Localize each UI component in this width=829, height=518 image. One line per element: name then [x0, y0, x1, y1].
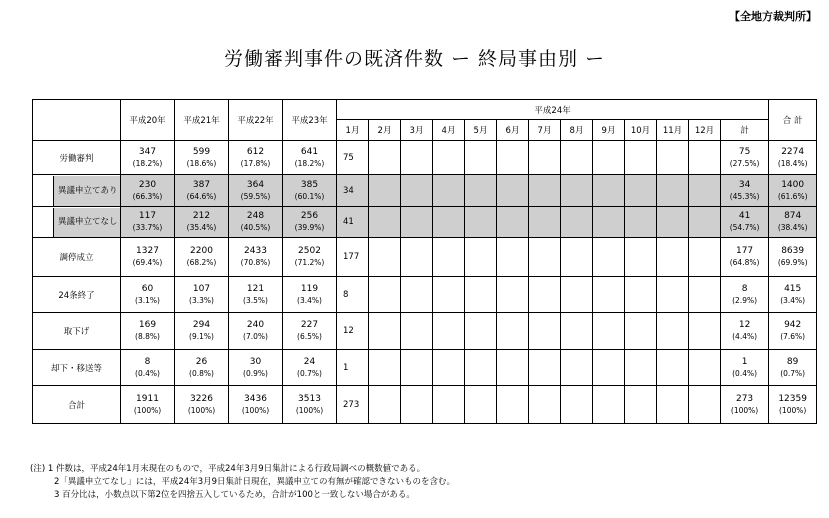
count-value: 1400 — [781, 179, 805, 190]
corner-cell — [33, 100, 121, 141]
percent-value: (60.1%) — [294, 191, 325, 201]
count-value: 2433 — [244, 246, 267, 256]
value-cell — [175, 238, 229, 277]
count-value: 240 — [246, 320, 265, 330]
count-value: 874 — [784, 211, 802, 221]
value-cell — [721, 350, 769, 386]
empty-month-cell — [593, 313, 625, 350]
empty-month-cell — [625, 386, 657, 424]
january-value: 8 — [337, 277, 369, 313]
empty-month-cell — [593, 350, 625, 386]
count-value: 24 — [303, 356, 316, 367]
empty-month-cell — [401, 386, 433, 424]
empty-month-cell — [689, 238, 721, 277]
empty-month-cell — [657, 350, 689, 386]
table-row — [33, 207, 817, 238]
row-label-cell — [33, 207, 121, 238]
percent-value: (0.4%) — [732, 368, 758, 378]
percent-value: (17.8%) — [240, 158, 271, 168]
empty-month-cell — [465, 277, 497, 313]
empty-month-cell — [401, 350, 433, 386]
count-value: 41 — [738, 211, 751, 221]
empty-month-cell — [465, 386, 497, 424]
percent-value: (100%) — [241, 405, 270, 415]
percent-value: (68.2%) — [186, 258, 217, 267]
count-value: 2502 — [298, 246, 321, 256]
header-month: 3月 — [401, 120, 433, 141]
percent-value: (3.4%) — [780, 295, 806, 305]
empty-month-cell — [561, 277, 593, 313]
value-cell — [769, 313, 817, 350]
empty-month-cell — [625, 175, 657, 207]
empty-month-cell — [369, 386, 401, 424]
count-value: 107 — [192, 283, 211, 294]
empty-month-cell — [465, 350, 497, 386]
footnotes — [30, 463, 455, 502]
count-value: 387 — [192, 179, 211, 190]
empty-month-cell — [465, 175, 497, 207]
empty-month-cell — [561, 313, 593, 350]
empty-month-cell — [369, 313, 401, 350]
empty-month-cell — [561, 386, 593, 424]
empty-month-cell — [433, 141, 465, 175]
row-label: 取下げ — [33, 313, 121, 350]
value-cell — [121, 238, 175, 277]
percent-value: (0.7%) — [297, 368, 322, 378]
value-cell — [229, 141, 283, 175]
value-cell — [229, 277, 283, 313]
percent-value: (3.1%) — [135, 295, 160, 305]
empty-month-cell — [625, 350, 657, 386]
value-cell — [175, 277, 229, 313]
empty-month-cell — [401, 277, 433, 313]
count-value: 119 — [300, 283, 319, 294]
count-value: 364 — [246, 179, 265, 190]
page-title: 労働審判事件の既済件数 ー 終局事由別 ー — [223, 48, 606, 70]
empty-month-cell — [561, 350, 593, 386]
empty-month-cell — [657, 141, 689, 175]
empty-month-cell — [529, 175, 561, 207]
percent-value: (71.2%) — [294, 258, 325, 267]
empty-month-cell — [465, 141, 497, 175]
percent-value: (59.5%) — [240, 191, 271, 201]
value-cell — [121, 141, 175, 175]
empty-month-cell — [657, 277, 689, 313]
header-month: 10月 — [625, 120, 657, 141]
january-value: 12 — [337, 313, 369, 350]
empty-month-cell — [369, 175, 401, 207]
count-value: 212 — [192, 211, 211, 221]
header-month: 12月 — [689, 120, 721, 141]
value-cell — [175, 350, 229, 386]
header-year: 平成20年 — [121, 100, 175, 141]
value-cell — [229, 386, 283, 424]
empty-month-cell — [401, 313, 433, 350]
header-month: 9月 — [593, 120, 625, 141]
footnote: 3 百分比は，小数点以下第2位を四捨五入しているため，合計が100と一致しない場合がある。 — [54, 490, 415, 500]
row-label: 労働審判 — [33, 141, 121, 175]
empty-month-cell — [433, 277, 465, 313]
percent-value: (66.3%) — [132, 191, 163, 201]
count-value: 117 — [138, 211, 157, 221]
percent-value: (100%) — [133, 405, 162, 415]
percent-value: (100%) — [187, 405, 216, 415]
value-cell — [175, 313, 229, 350]
percent-value: (18.2%) — [294, 158, 325, 168]
count-value: 8639 — [781, 246, 805, 256]
empty-month-cell — [433, 386, 465, 424]
empty-month-cell — [401, 175, 433, 207]
row-label: 調停成立 — [33, 238, 121, 277]
count-value: 60 — [141, 283, 154, 294]
row-label: 異議申立てあり — [53, 176, 120, 206]
count-value: 8 — [741, 283, 748, 294]
value-cell — [175, 175, 229, 207]
percent-value: (0.8%) — [189, 368, 214, 378]
empty-month-cell — [433, 175, 465, 207]
header-year: 平成22年 — [229, 100, 283, 141]
count-value: 347 — [138, 146, 157, 157]
percent-value: (8.8%) — [135, 332, 160, 341]
value-cell — [283, 350, 337, 386]
row-label: 24条終了 — [33, 277, 121, 313]
table-row — [33, 141, 817, 175]
percent-value: (18.2%) — [132, 158, 163, 168]
header-year: 平成23年 — [283, 100, 337, 141]
empty-month-cell — [529, 207, 561, 238]
percent-value: (7.0%) — [243, 332, 268, 341]
court-label: 【全地方裁判所】 — [729, 10, 817, 23]
empty-month-cell — [689, 313, 721, 350]
empty-month-cell — [625, 141, 657, 175]
percent-value: (3.5%) — [243, 295, 268, 305]
percent-value: (18.6%) — [186, 158, 217, 168]
value-cell — [121, 175, 175, 207]
empty-month-cell — [593, 175, 625, 207]
empty-month-cell — [529, 238, 561, 277]
empty-month-cell — [497, 238, 529, 277]
count-value: 1327 — [136, 246, 159, 256]
value-cell — [283, 175, 337, 207]
table-row — [33, 238, 817, 277]
empty-month-cell — [689, 207, 721, 238]
value-cell — [721, 141, 769, 175]
january-value: 34 — [337, 175, 369, 207]
statistics-table — [32, 99, 817, 424]
count-value: 256 — [300, 211, 319, 221]
empty-month-cell — [593, 277, 625, 313]
empty-month-cell — [657, 238, 689, 277]
count-value: 12 — [738, 320, 751, 330]
empty-month-cell — [529, 313, 561, 350]
percent-value: (40.5%) — [240, 223, 271, 232]
count-value: 30 — [249, 356, 262, 367]
count-value: 385 — [300, 179, 319, 190]
percent-value: (33.7%) — [132, 223, 163, 232]
empty-month-cell — [465, 313, 497, 350]
empty-month-cell — [593, 238, 625, 277]
empty-month-cell — [689, 277, 721, 313]
percent-value: (35.4%) — [186, 223, 217, 232]
empty-month-cell — [561, 238, 593, 277]
percent-value: (7.6%) — [780, 332, 806, 341]
count-value: 294 — [192, 320, 211, 330]
value-cell — [769, 175, 817, 207]
count-value: 3436 — [244, 393, 267, 404]
row-label-cell — [33, 175, 121, 207]
header-month: 5月 — [465, 120, 497, 141]
empty-month-cell — [401, 141, 433, 175]
footnote: (注) 1 件数は，平成24年1月末現在のもので，平成24年3月9日集計による行政局調べの概数値である。 — [30, 464, 426, 474]
empty-month-cell — [401, 238, 433, 277]
header-month: 7月 — [529, 120, 561, 141]
empty-month-cell — [401, 207, 433, 238]
empty-month-cell — [369, 350, 401, 386]
january-value: 1 — [337, 350, 369, 386]
table-row — [33, 313, 817, 350]
percent-value: (0.9%) — [243, 368, 268, 378]
value-cell — [769, 238, 817, 277]
value-cell — [229, 313, 283, 350]
count-value: 248 — [246, 211, 265, 221]
count-value: 34 — [738, 179, 751, 190]
percent-value: (39.9%) — [294, 223, 325, 232]
header-year: 平成21年 — [175, 100, 229, 141]
count-value: 227 — [300, 320, 319, 330]
percent-value: (54.7%) — [729, 223, 760, 232]
value-cell — [721, 175, 769, 207]
count-value: 12359 — [778, 393, 807, 404]
count-value: 89 — [786, 356, 799, 367]
count-value: 177 — [735, 246, 754, 256]
value-cell — [283, 313, 337, 350]
empty-month-cell — [593, 141, 625, 175]
value-cell — [175, 141, 229, 175]
value-cell — [769, 277, 817, 313]
percent-value: (0.7%) — [780, 368, 806, 378]
count-value: 169 — [138, 320, 157, 330]
percent-value: (3.3%) — [189, 295, 214, 305]
percent-value: (2.9%) — [732, 295, 758, 305]
empty-month-cell — [625, 277, 657, 313]
empty-month-cell — [593, 386, 625, 424]
value-cell — [175, 207, 229, 238]
empty-month-cell — [369, 238, 401, 277]
count-value: 612 — [246, 146, 265, 157]
percent-value: (64.6%) — [186, 191, 217, 201]
count-value: 75 — [738, 146, 751, 157]
empty-month-cell — [497, 350, 529, 386]
header-month: 6月 — [497, 120, 529, 141]
value-cell — [769, 141, 817, 175]
count-value: 2200 — [190, 246, 213, 256]
table-row — [33, 277, 817, 313]
header-total: 合 計 — [769, 100, 817, 141]
january-value: 177 — [337, 238, 369, 277]
empty-month-cell — [561, 141, 593, 175]
count-value: 942 — [784, 320, 802, 330]
value-cell — [283, 207, 337, 238]
value-cell — [283, 386, 337, 424]
percent-value: (38.4%) — [777, 223, 808, 232]
empty-month-cell — [497, 277, 529, 313]
count-value: 641 — [300, 146, 319, 157]
table-row — [33, 350, 817, 386]
empty-month-cell — [593, 207, 625, 238]
january-value: 41 — [337, 207, 369, 238]
percent-value: (0.4%) — [135, 368, 160, 378]
header-month: 1月 — [337, 120, 369, 141]
count-value: 2274 — [781, 146, 805, 157]
count-value: 1 — [741, 356, 748, 367]
empty-month-cell — [497, 141, 529, 175]
empty-month-cell — [529, 386, 561, 424]
count-value: 1911 — [136, 393, 159, 404]
value-cell — [721, 386, 769, 424]
empty-month-cell — [497, 175, 529, 207]
empty-month-cell — [369, 207, 401, 238]
empty-month-cell — [561, 175, 593, 207]
empty-month-cell — [497, 313, 529, 350]
percent-value: (69.9%) — [777, 258, 808, 267]
empty-month-cell — [433, 313, 465, 350]
footnote: 2「異議申立てなし」には，平成24年3月9日集計日現在，異議申立ての有無が確認できないものを含む。 — [54, 477, 456, 487]
empty-month-cell — [657, 175, 689, 207]
count-value: 3513 — [298, 393, 321, 404]
count-value: 121 — [246, 283, 265, 294]
value-cell — [121, 277, 175, 313]
count-value: 26 — [195, 356, 208, 367]
percent-value: (100%) — [730, 405, 759, 415]
empty-month-cell — [433, 238, 465, 277]
percent-value: (61.6%) — [777, 191, 808, 201]
value-cell — [769, 350, 817, 386]
count-value: 3226 — [190, 393, 213, 404]
value-cell — [121, 350, 175, 386]
percent-value: (69.4%) — [132, 258, 163, 267]
value-cell — [721, 238, 769, 277]
value-cell — [121, 386, 175, 424]
empty-month-cell — [657, 386, 689, 424]
value-cell — [229, 238, 283, 277]
row-label: 異議申立てなし — [53, 208, 120, 237]
count-value: 599 — [192, 146, 211, 157]
percent-value: (27.5%) — [729, 158, 760, 168]
value-cell — [283, 238, 337, 277]
empty-month-cell — [625, 207, 657, 238]
percent-value: (3.4%) — [297, 295, 322, 305]
value-cell — [283, 141, 337, 175]
header-month: 4月 — [433, 120, 465, 141]
value-cell — [769, 207, 817, 238]
count-value: 273 — [735, 393, 754, 404]
empty-month-cell — [433, 207, 465, 238]
table-row — [33, 175, 817, 207]
empty-month-cell — [657, 207, 689, 238]
value-cell — [175, 386, 229, 424]
percent-value: (64.8%) — [729, 258, 760, 267]
value-cell — [229, 350, 283, 386]
value-cell — [769, 386, 817, 424]
value-cell — [721, 313, 769, 350]
empty-month-cell — [529, 350, 561, 386]
value-cell — [283, 277, 337, 313]
count-value: 230 — [138, 179, 157, 190]
empty-month-cell — [657, 313, 689, 350]
header-month: 2月 — [369, 120, 401, 141]
percent-value: (9.1%) — [189, 332, 214, 341]
empty-month-cell — [369, 277, 401, 313]
empty-month-cell — [529, 277, 561, 313]
row-label: 却下・移送等 — [33, 350, 121, 386]
percent-value: (70.8%) — [240, 258, 271, 267]
empty-month-cell — [689, 141, 721, 175]
value-cell — [229, 175, 283, 207]
january-value: 75 — [337, 141, 369, 175]
value-cell — [721, 207, 769, 238]
percent-value: (6.5%) — [297, 332, 322, 341]
row-label: 合計 — [33, 386, 121, 424]
empty-month-cell — [433, 350, 465, 386]
table-row — [33, 386, 817, 424]
empty-month-cell — [529, 141, 561, 175]
empty-month-cell — [497, 386, 529, 424]
empty-month-cell — [369, 141, 401, 175]
percent-value: (18.4%) — [777, 158, 808, 168]
empty-month-cell — [625, 238, 657, 277]
percent-value: (4.4%) — [732, 332, 758, 341]
value-cell — [121, 207, 175, 238]
header-h24: 平成24年 — [337, 100, 769, 120]
count-value: 415 — [784, 283, 802, 294]
empty-month-cell — [465, 207, 497, 238]
percent-value: (100%) — [779, 405, 807, 415]
header-kei: 計 — [721, 120, 769, 141]
value-cell — [721, 277, 769, 313]
header-month: 11月 — [657, 120, 689, 141]
empty-month-cell — [561, 207, 593, 238]
empty-month-cell — [689, 350, 721, 386]
percent-value: (100%) — [295, 405, 324, 415]
january-value: 273 — [337, 386, 369, 424]
empty-month-cell — [497, 207, 529, 238]
empty-month-cell — [689, 175, 721, 207]
value-cell — [229, 207, 283, 238]
value-cell — [121, 313, 175, 350]
header-month: 8月 — [561, 120, 593, 141]
percent-value: (45.3%) — [729, 191, 760, 201]
count-value: 8 — [144, 356, 151, 367]
empty-month-cell — [465, 238, 497, 277]
empty-month-cell — [689, 386, 721, 424]
empty-month-cell — [625, 313, 657, 350]
